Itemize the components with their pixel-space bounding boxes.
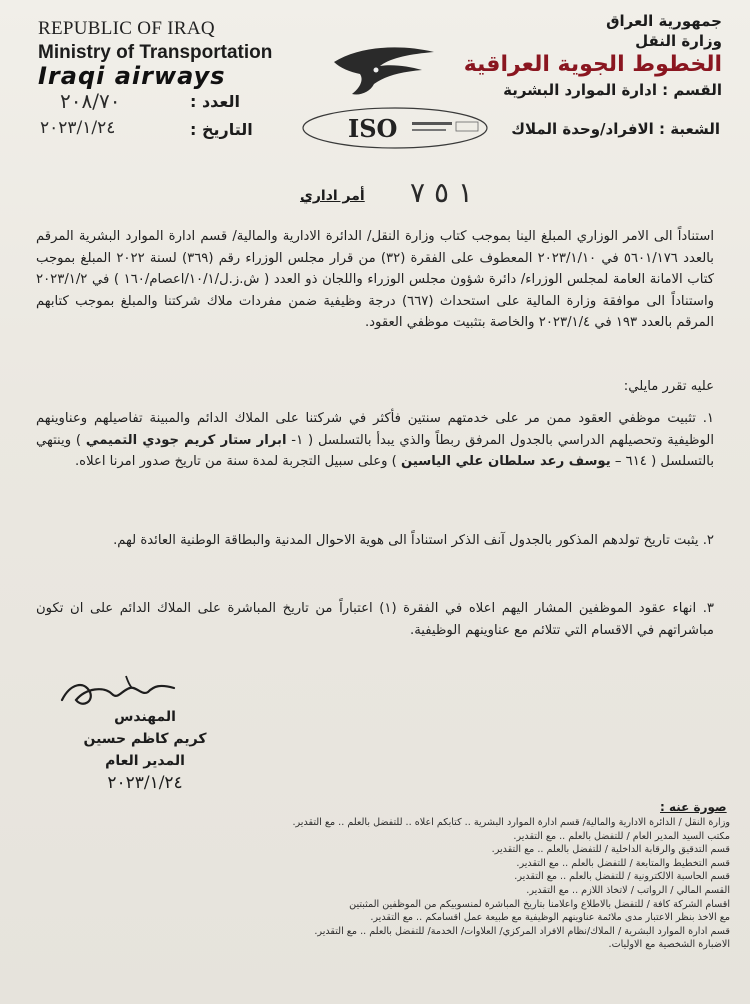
ministry-ar: وزارة النقل — [635, 32, 722, 50]
copy-line: قسم التدقيق والرقابة الداخلية / للتفضل بالعلم .. مع التقدير. — [491, 844, 730, 856]
copy-line: مكتب السيد المدير العام / للتفضل بالعلم .. مع التقدير. — [513, 830, 730, 842]
copy-line: قسم ادارة الموارد البشرية / الملاك/نظام الافراد المركزي/ العلاوات/ الخدمة/ للتفضل بالعلم .. مع التقدير. — [314, 925, 730, 937]
reference-date: ٢٠٢٣/١/٢٤ — [40, 118, 116, 138]
republic-en: REPUBLIC OF IRAQ — [38, 18, 215, 39]
copy-line: الاضبارة الشخصية مع الاوليات. — [608, 939, 730, 951]
branch-ar: الشعبة : الافراد/وحدة الملاك — [511, 120, 720, 138]
copy-line: قسم الحاسبة الالكترونية / للتفضل بالعلم .. مع التقدير. — [514, 871, 730, 883]
department-ar: القسم : ادارة الموارد البشرية — [503, 81, 722, 99]
arabic-letterhead — [452, 12, 722, 99]
item-1-paragraph — [36, 408, 714, 473]
copy-line: مع الاخذ بنظر الاعتبار مدى ملائمة عناوينهم الوظيفية مع طبيعة عمل اقسامكم .. مع التقدير. — [370, 912, 730, 924]
airline-ar: الخطوط الجوية العراقية — [463, 52, 722, 77]
item-1-text-a: ١. تثبيت موظفي العقود ممن مر على خدمتهم سنتين فأكثر في شركتنا على الملاك الدائم والمبينة تفاصيلهم وعناوينهم الوظيفية وتحصيلهم الدراسي بالجدول المرفق ربطاً والذي يبدأ بالتسلسل ( ١- — [36, 411, 714, 448]
intro-paragraph: استناداً الى الامر الوزاري المبلغ الينا بموجب كتاب وزارة النقل/ الدائرة الادارية والمالية/ قسم ادارة الموارد البشرية المرقم بالعدد ٥٦٠١/١٧٦ في ٢٠٢٣/١/١٠ المعطوف على الفقرة (٣٢) من قرار مجلس الوزراء رقم (٣٦٩) لسنة ٢٠٢٢ المبلغ بموجب كتاب الامانة العامة لمجلس الوزراء/ دائرة شؤون مجلس الوزراء واللجان ذو العدد ( ش.ز.ل/١٠/١/اعصام/١٦٠ ) في ٢٠٢٣/١/٢ واستناداً الى موافقة وزارة المالية على استحداث (٦٦٧) درجة وظيفية ضمن مفردات ملاك شركتنا والمبلغ بموجب كتابهم المرقم بالعدد ١٩٣ في ٢٠٢٣/١/٤ والخاصة بتثبيت موظفي العقود. — [36, 229, 714, 330]
reference-number: ٢٠٨/٧٠ — [60, 89, 121, 113]
reference-date-label: التاريخ : — [190, 120, 253, 139]
last-employee-name: يوسف رعد سلطان علي الياسين — [401, 454, 611, 469]
ministry-en: Ministry of Transportation — [38, 42, 273, 63]
item-3-paragraph: ٣. انهاء عقود الموظفين المشار اليهم اعلاه في الفقرة (١) اعتباراً من تاريخ المباشرة على الملاك الدائم على ان تكون مباشراتهم في الاقسام التي تتلائم مع عناوينهم الوظيفية. — [36, 601, 715, 638]
item-1-text-c: ) وعلى سبيل التجربة لمدة سنة من تاريخ صدور امرنا اعلاه. — [74, 454, 401, 469]
signature-block — [60, 706, 230, 794]
iso-text: ISO — [348, 114, 398, 143]
reference-number-label: العدد : — [190, 92, 240, 111]
signature-date: ٢٠٢٣/١/٢٤ — [107, 773, 183, 793]
copy-line: قسم التخطيط والمتابعة / للتفضل بالعلم .. مع التقدير. — [516, 857, 730, 869]
iso-certified-badge — [300, 106, 500, 150]
signatory-title: المهندس — [114, 709, 176, 725]
decision-line: عليه تقرر مايلي: — [623, 379, 714, 394]
first-employee-name: ابرار ستار كريم جودي التميمي — [85, 432, 287, 448]
copy-line: اقسام الشركة كافة / للتفضل بالاطلاع واعلامنا بتاريخ المباشرة لمنسوبيكم من الموظفين المثبتين — [349, 898, 730, 910]
copy-line: وزارة النقل / الدائرة الادارية والمالية/ قسم ادارة الموارد البشرية .. كتابكم اعلاه .. للتفضل بالعلم .. مع التقدير. — [292, 817, 730, 828]
order-number: ١ ٥ ٧ — [410, 176, 473, 209]
copies-list — [210, 816, 730, 952]
signatory-position: المدير العام — [105, 753, 185, 769]
copy-line: القسم المالي / الرواتب / لاتخاذ اللازم .. مع التقدير. — [526, 884, 730, 896]
republic-ar: جمهورية العراق — [606, 12, 722, 30]
item-2-paragraph: ٢. يثبت تاريخ تولدهم المذكور بالجدول آنف الذكر استناداً الى هوية الاحوال المدنية والبطاقة الوطنية العائدة لهم. — [113, 533, 714, 548]
airline-en: Iraqi airways — [38, 62, 226, 90]
item-1-text-b: ) وينتهي بالتسلسل ( ٦١٤ – — [36, 432, 714, 469]
copies-title: صورة عنه : — [660, 800, 727, 814]
signatory-name: كريم كاظم حسين — [83, 731, 207, 747]
iraqi-airways-bird-logo — [330, 40, 440, 100]
english-letterhead — [38, 18, 328, 90]
order-title: أمر اداري — [300, 188, 365, 204]
